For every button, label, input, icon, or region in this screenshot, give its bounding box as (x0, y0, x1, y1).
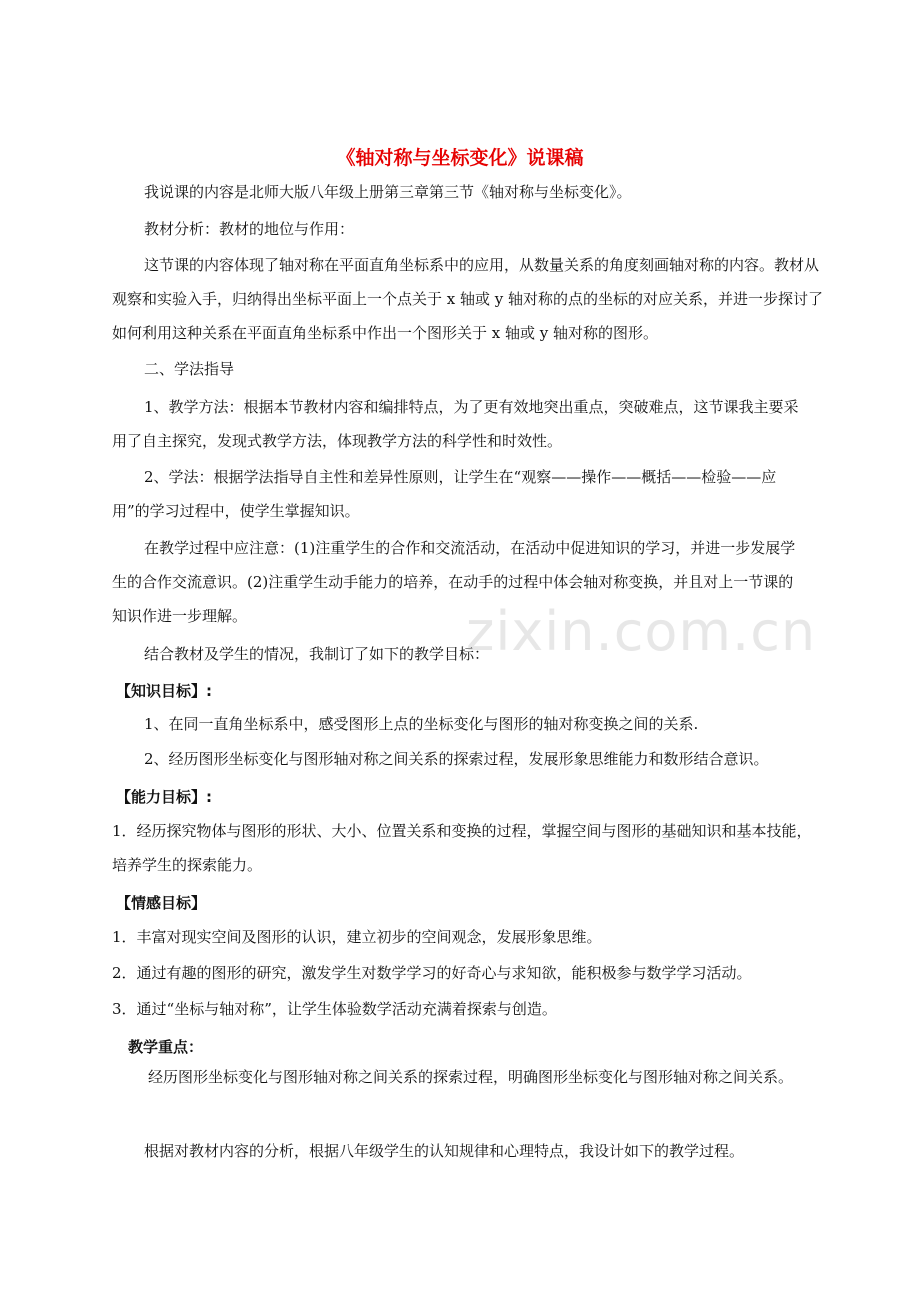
knowledge-goals-heading: 【知识目标】: (116, 682, 212, 700)
material-heading: 教材分析：教材的地位与作用： (144, 220, 355, 238)
section-heading-2: 二、学法指导 (144, 360, 235, 378)
emotion-goal-1: 1．丰富对现实空间及图形的认识，建立初步的空间观念，发展形象思维。 (112, 928, 602, 946)
emotion-goal-3: 3．通过“坐标与轴对称”，让学生体验数学活动充满着探索与创造。 (112, 1000, 557, 1018)
emotion-goal-2: 2．通过有趣的图形的研究，激发学生对数学学习的好奇心与求知欲，能积极参与数学学习活动。 (112, 964, 752, 982)
knowledge-goal-1: 1、在同一直角坐标系中，感受图形上点的坐标变化与图形的轴对称变换之间的关系. (144, 715, 699, 733)
ability-goal-1: 1．经历探究物体与图形的形状、大小、位置关系和变换的过程，掌握空间与图形的基础知识和基本技能，培养学生的探索能力。 (112, 822, 812, 874)
process-paragraph: 根据对教材内容的分析，根据八年级学生的认知规律和心理特点，我设计如下的教学过程。 (144, 1142, 745, 1160)
intro-paragraph: 我说课的内容是北师大版八年级上册第三章第三节《轴对称与坐标变化》。 (144, 183, 632, 201)
knowledge-goal-2: 2、经历图形坐标变化与图形轴对称之间关系的探索过程，发展形象思维能力和数形结合意识。 (144, 750, 769, 768)
attention-paragraph: 在教学过程中应注意：(1)注重学生的合作和交流活动，在活动中促进知识的学习，并进一步发展学生的合作交流意识。(2)注重学生动手能力的培养，在动手的过程中体会轴对称变换，并且对上一节课的知识作进一步理解。 (112, 539, 796, 625)
goals-intro: 结合教材及学生的情况，我制订了如下的教学目标： (144, 645, 490, 663)
watermark-logo: zixin.com.cn (466, 600, 817, 663)
material-body: 这节课的内容体现了轴对称在平面直角坐标系中的应用，从数量关系的角度刻画轴对称的内容。教材从观察和实验入手，归纳得出坐标平面上一个点关于 x 轴或 y 轴对称的点的坐标的对应关系，并进一步探讨了如何利用这种关系在平面直角坐标系中作出一个图形关于 x 轴或 y 轴对称的图形。 (112, 256, 824, 342)
document-title: 《轴对称与坐标变化》说课稿 (336, 147, 584, 169)
teaching-method-paragraph: 1、教学方法：根据本节教材内容和编排特点，为了更有效地突出重点，突破难点，这节课我主要采用了自主探究，发现式教学方法，体现教学方法的科学性和时效性。 (112, 398, 799, 450)
key-points-body: 经历图形坐标变化与图形轴对称之间关系的探索过程，明确图形坐标变化与图形轴对称之间关系。 (148, 1068, 794, 1086)
learning-method-paragraph: 2、学法：根据学法指导自主性和差异性原则，让学生在“观察——操作——概括——检验——应用”的学习过程中，使学生掌握知识。 (112, 468, 777, 520)
ability-goals-heading: 【能力目标】: (116, 788, 212, 806)
emotion-goals-heading: 【情感目标】 (116, 894, 207, 912)
key-points-heading: 教学重点： (128, 1038, 204, 1056)
